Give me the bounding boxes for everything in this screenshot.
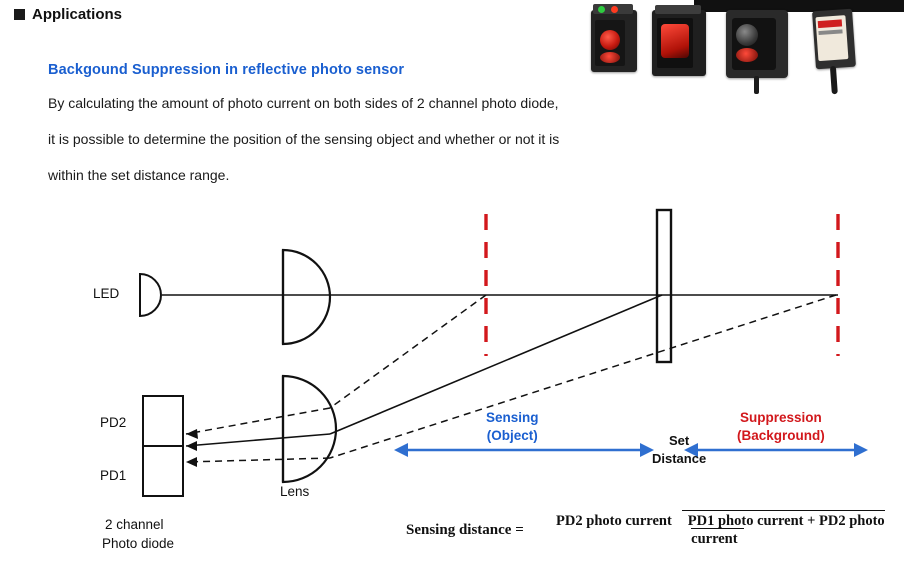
- reflected-ray-near-arrowhead: [186, 429, 198, 439]
- receiver-lens: [283, 376, 336, 482]
- label-sensing-line1: Sensing: [486, 410, 539, 425]
- label-set-distance-line1: Set: [668, 433, 690, 448]
- suppression-arrow-right-head: [854, 443, 868, 457]
- sensor-cable: [830, 66, 838, 94]
- label-photo-diode-line2: Photo diode: [102, 536, 175, 551]
- reflected-ray-set-arrowhead: [186, 441, 197, 451]
- sensor-cap: [655, 5, 701, 14]
- reflected-ray-far-arrowhead: [186, 457, 197, 467]
- label-photo-diode-line1: 2 channel: [105, 517, 164, 532]
- label-set-distance: [652, 432, 706, 467]
- paragraph-line-3: within the set distance range.: [48, 167, 230, 183]
- black-header-tab: [694, 0, 904, 12]
- sensor-lens: [736, 24, 758, 46]
- sensor-cable: [754, 76, 759, 94]
- status-led-green: [598, 6, 605, 13]
- photo-sensor-1: [591, 10, 637, 72]
- headline: Backgound Suppression in reflective photo sensor: [48, 62, 405, 78]
- sensor-emitter: [736, 48, 758, 62]
- reflected-ray-near-to-pd2: [186, 408, 330, 434]
- formula-denominator: PD1 photo current + PD2 photo current: [682, 510, 885, 547]
- label-led: LED: [93, 286, 120, 301]
- section-title-text: Applications: [32, 6, 123, 23]
- label-pd2: PD2: [100, 415, 127, 430]
- set-distance-plate: [657, 210, 671, 362]
- sensing-arrow-left-head: [394, 443, 408, 457]
- label-pd1: PD1: [100, 468, 127, 483]
- reflected-ray-far-to-pd1: [186, 458, 330, 462]
- photo-sensor-3: [726, 10, 788, 78]
- photo-sensor-2: [652, 10, 706, 76]
- reflected-ray-set-to-pd: [186, 434, 330, 446]
- section-title: [14, 6, 122, 23]
- filled-square-icon: [14, 9, 25, 20]
- sensor-lens: [661, 24, 689, 58]
- label-suppression-range: [737, 409, 825, 445]
- formula-numerator: PD2 photo current: [556, 513, 672, 529]
- paragraph-line-1: By calculating the amount of photo current on both sides of 2 channel photo diode,: [48, 95, 559, 111]
- reflected-ray-near-dashed: [330, 295, 486, 408]
- label-lens: Lens: [280, 484, 310, 499]
- status-led-red: [611, 6, 618, 13]
- label-sensing-range: [486, 409, 539, 445]
- sensor-lens: [600, 30, 620, 50]
- product-photo-strip: [586, 0, 904, 84]
- sensor-emitter: [600, 52, 620, 63]
- formula-left-side: Sensing distance =: [406, 521, 524, 538]
- label-set-distance-line2: Distance: [652, 450, 707, 466]
- emitter-lens: [283, 250, 330, 344]
- label-sensing-line2: (Object): [486, 428, 538, 444]
- led-symbol: [140, 274, 161, 316]
- photo-sensor-4: [812, 9, 856, 70]
- label-suppression-line2: (Background): [737, 428, 825, 444]
- sensing-distance-formula: [406, 512, 904, 548]
- label-suppression-line1: Suppression: [739, 410, 822, 425]
- paragraph-line-2: it is possible to determine the position of the sensing object and whether or not it is: [48, 131, 560, 147]
- formula-fraction: [531, 512, 904, 548]
